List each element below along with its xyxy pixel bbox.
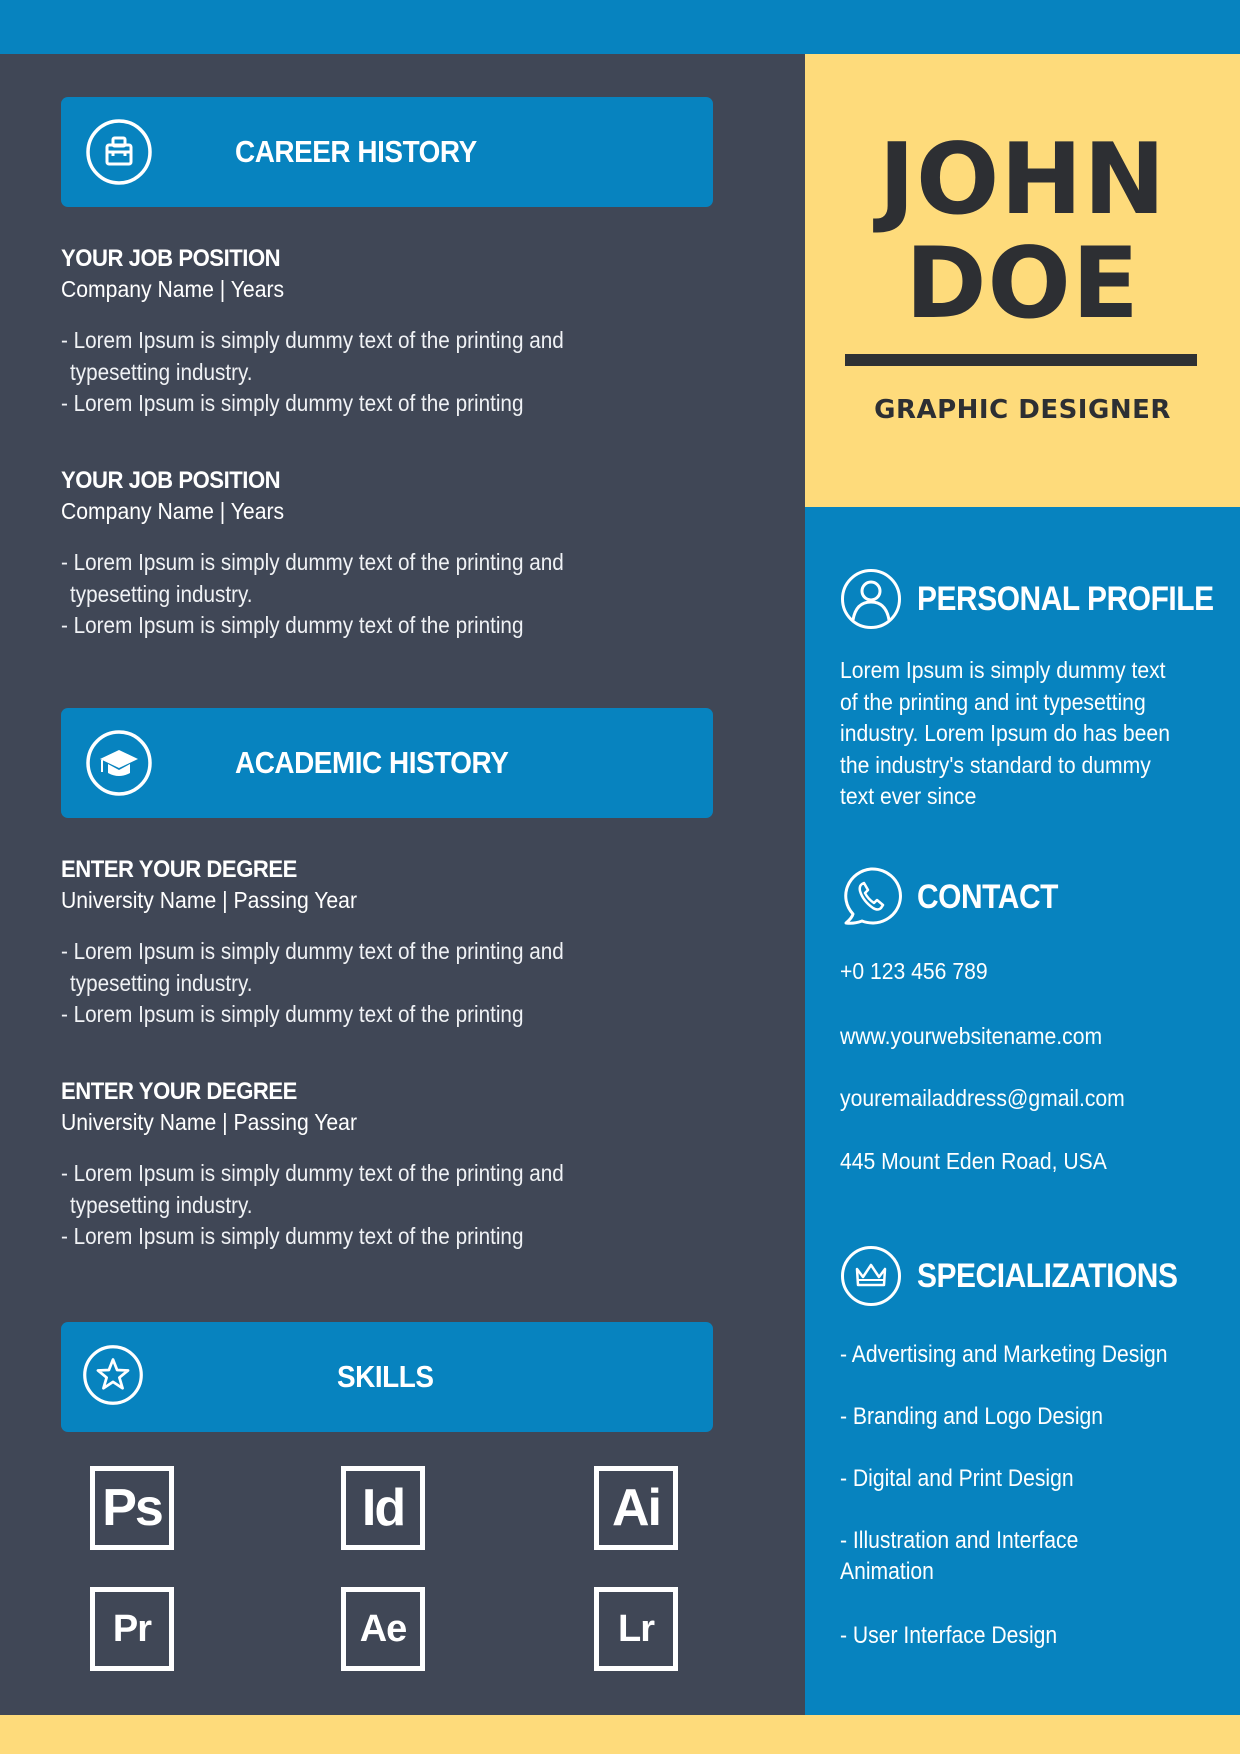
- bullet-text: - Lorem Ipsum is simply dummy text of the printing: [61, 1223, 524, 1249]
- profile-line: of the printing and int typesetting: [840, 688, 1146, 715]
- contact-website[interactable]: www.yourwebsitename.com: [840, 1023, 1103, 1049]
- star-icon: [82, 1344, 144, 1406]
- specialization-item: - Branding and Logo Design: [840, 1403, 1104, 1430]
- lightroom-skill-icon: Lr: [594, 1587, 678, 1671]
- specialization-item: - Illustration and Interface: [840, 1527, 1079, 1554]
- bullet-text: - Lorem Ipsum is simply dummy text of the printing and: [61, 938, 564, 964]
- name-divider: [845, 354, 1197, 366]
- briefcase-icon: [85, 118, 153, 186]
- section-title: CAREER HISTORY: [235, 134, 477, 169]
- section-title: PERSONAL PROFILE: [917, 580, 1214, 618]
- job-bullets: [61, 325, 691, 420]
- university-year: University Name | Passing Year: [61, 1109, 357, 1135]
- section-title: ACADEMIC HISTORY: [235, 745, 509, 780]
- specialization-item: - Digital and Print Design: [840, 1465, 1074, 1492]
- bottom-accent-bar: [0, 1715, 1240, 1754]
- bullet-text: typesetting industry.: [70, 969, 253, 996]
- illustrator-skill-icon: Ai: [594, 1466, 678, 1550]
- bullet-text: - Lorem Ipsum is simply dummy text of the printing: [61, 612, 524, 638]
- contact-email[interactable]: youremailaddress@gmail.com: [840, 1085, 1125, 1111]
- profile-line: industry. Lorem Ipsum do has been: [840, 720, 1170, 746]
- graduation-cap-icon: [85, 729, 153, 797]
- company-years: Company Name | Years: [61, 498, 285, 524]
- degree-bullets: [61, 936, 691, 1031]
- degree-bullets: [61, 1158, 691, 1253]
- profile-summary: [840, 655, 1200, 813]
- specialization-item-continued: Animation: [840, 1558, 934, 1585]
- section-title: SPECIALIZATIONS: [917, 1257, 1178, 1295]
- degree: ENTER YOUR DEGREE: [61, 856, 297, 883]
- career-history-header: [61, 97, 713, 207]
- academic-entry: [61, 1077, 761, 1253]
- job-title: GRAPHIC DESIGNER: [874, 395, 1171, 425]
- career-entry: [61, 244, 761, 420]
- job-bullets: [61, 547, 691, 642]
- after-effects-skill-icon: Ae: [341, 1587, 425, 1671]
- job-position: YOUR JOB POSITION: [61, 245, 281, 272]
- contact-address: 445 Mount Eden Road, USA: [840, 1148, 1107, 1174]
- bullet-text: - Lorem Ipsum is simply dummy text of the printing: [61, 1001, 524, 1027]
- bullet-text: typesetting industry.: [70, 1191, 253, 1218]
- last-name: DOE: [905, 227, 1140, 341]
- photoshop-skill-icon: Ps: [90, 1466, 174, 1550]
- section-title: SKILLS: [337, 1359, 434, 1394]
- bullet-text: typesetting industry.: [70, 358, 253, 385]
- indesign-skill-icon: Id: [341, 1466, 425, 1550]
- section-title: CONTACT: [917, 878, 1058, 916]
- bullet-text: - Lorem Ipsum is simply dummy text of the printing and: [61, 549, 564, 575]
- phone-chat-icon: [840, 866, 902, 928]
- academic-entry: [61, 855, 761, 1031]
- academic-history-header: [61, 708, 713, 818]
- bullet-text: - Lorem Ipsum is simply dummy text of the printing and: [61, 1160, 564, 1186]
- degree: ENTER YOUR DEGREE: [61, 1078, 297, 1105]
- specialization-item: - Advertising and Marketing Design: [840, 1341, 1168, 1368]
- profile-line: the industry's standard to dummy: [840, 751, 1151, 778]
- premiere-skill-icon: Pr: [90, 1587, 174, 1671]
- profile-line: text ever since: [840, 783, 977, 809]
- bullet-text: - Lorem Ipsum is simply dummy text of the printing and: [61, 327, 564, 353]
- first-name: JOHN: [878, 123, 1167, 237]
- job-position: YOUR JOB POSITION: [61, 467, 281, 494]
- profile-line: Lorem Ipsum is simply dummy text: [840, 657, 1166, 683]
- specialization-item: - User Interface Design: [840, 1622, 1058, 1649]
- top-accent-bar: [0, 0, 1240, 54]
- university-year: University Name | Passing Year: [61, 887, 357, 913]
- bullet-text: typesetting industry.: [70, 580, 253, 607]
- bullet-text: - Lorem Ipsum is simply dummy text of the printing: [61, 390, 524, 416]
- skills-header: [61, 1322, 713, 1432]
- crown-icon: [840, 1245, 902, 1307]
- career-entry: [61, 466, 761, 642]
- contact-phone: +0 123 456 789: [840, 958, 988, 984]
- company-years: Company Name | Years: [61, 276, 285, 302]
- user-icon: [840, 568, 902, 630]
